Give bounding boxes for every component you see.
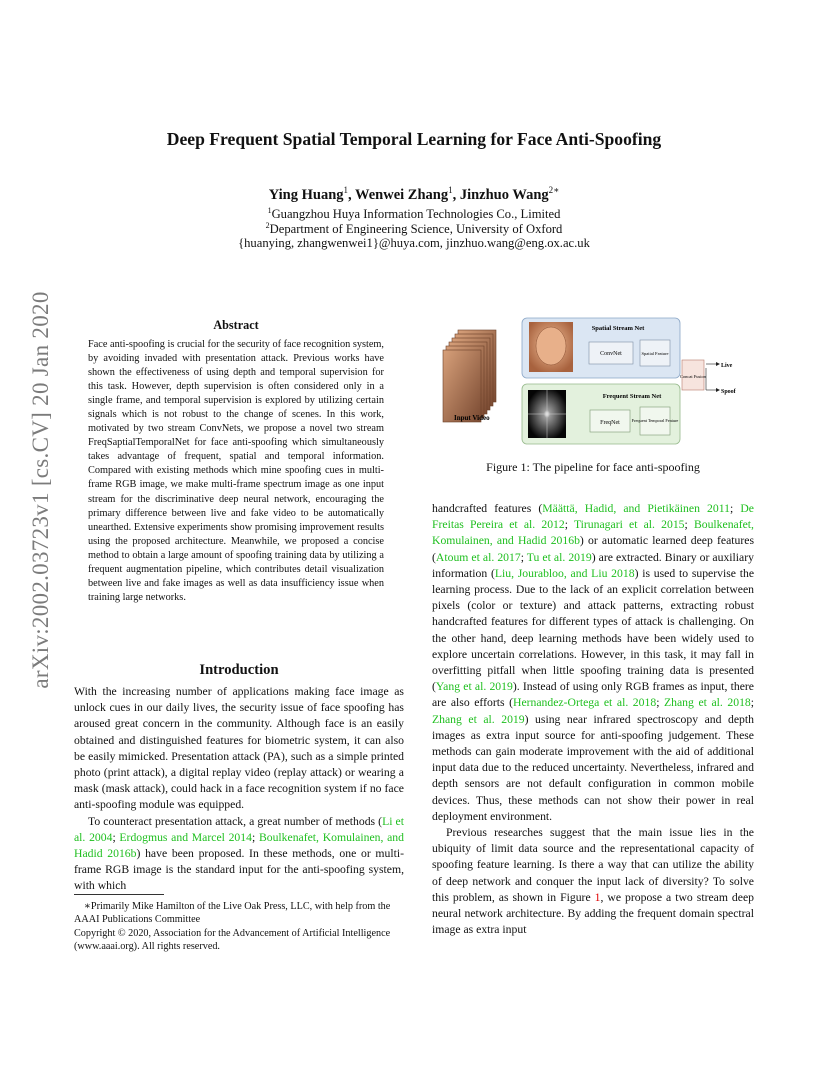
figure-caption: Figure 1: The pipeline for face anti-spoofing <box>486 460 700 474</box>
author-name: Ying Huang <box>268 186 344 203</box>
introduction-heading: Introduction <box>199 662 279 678</box>
frequent-stream-title: Frequent Stream Net <box>602 393 662 400</box>
citation-link[interactable]: Tu et al. 2019 <box>526 550 592 564</box>
author-mark: 1 <box>448 185 453 195</box>
paper-title: Deep Frequent Spatial Temporal Learning for Face Anti-Spoofing <box>166 129 662 149</box>
text-run: ; <box>750 696 755 710</box>
text-run: ) or automatic learned deep features ( <box>432 534 754 564</box>
convnet-label: ConvNet <box>600 351 622 357</box>
text-run: ; <box>112 830 120 844</box>
citation-link[interactable]: Liu, Jourabloo, and Liu 2018 <box>494 566 635 580</box>
arxiv-stamp-text: arXiv:2002.03723v1 [cs.CV] 20 Jan 2020 <box>28 291 53 689</box>
footnote-copyright: Copyright © 2020, Association for the Advancement of Artificial Intelligence (www.aaai.org). All rights reserved. <box>74 927 391 953</box>
affiliation-text: Guangzhou Huya Information Technologies Co., Limited <box>271 207 561 222</box>
text-run: , we propose a two stream deep neural network architecture. By adding the frequent domain spectral image as extra input <box>432 890 754 937</box>
abstract-text: Face anti-spoofing is crucial for the security of face recognition system, by avoiding invaded with presentation attack. Previous works have shown the effectiveness of using depth and temporal supervision for this task. However, depth supervision is often considered only in a single frame, and temporal supervision is explored by utilizing certain signals which is not robust to the change of scenes. In this work, motivated by two stream ConvNets, we propose a novel two stream FreqSaptialTemporalNet for face anti-spoofing which simultaneously takes advantage of frequent, spatial and temporal information. Compared with existing methods which mine spoofing cues in multi-frame RGB image, we make multi-frame spectrum image as one input stream for the discriminative deep neural network, encouraging the primary difference between live and fake video to be automatically unearthed. Extensive experiments show promising improvement results using the proposed architecture. Meanwhile, we proposed a concise method to obtain a large amount of spoofing training data by utilizing a frequent augmentation pipeline, which contributes detail visualization between live and fake images as well as data insufficiency issue when training large networks. <box>88 339 384 603</box>
footnote-authors: ∗Primarily Mike Hamilton of the Live Oak Press, LLC, with help from the AAAI Publications Committee <box>74 901 391 926</box>
text-run: ) have been proposed. In these methods, one or multi-frame RGB image is the standard input for the anti-spoofing system, with which <box>74 847 404 893</box>
affiliation-2 <box>0 221 828 237</box>
output-live-label: Live <box>721 363 733 369</box>
arxiv-stamp <box>19 290 63 690</box>
text-run: ; <box>564 518 574 532</box>
citation-link[interactable]: Yang et al. 2019 <box>435 680 513 694</box>
abstract-heading: Abstract <box>213 318 259 332</box>
citation-link[interactable]: Määttä, Hadid, and Pietikäinen 2011 <box>542 502 730 515</box>
citation-link[interactable]: Tirunagari et al. 2015 <box>573 518 685 532</box>
text-run: Previous researches suggest that the main issue lies in the ubiquity of limit data source and the representational capacity of spoofing feature learning. Is there a way that can utilize the ability of deep network and conquer the input lack of diversity? To solve this problem, as shown in Figure <box>432 826 754 904</box>
citation-link[interactable]: Atoum et al. 2017 <box>435 550 521 564</box>
pipeline-figure <box>436 310 756 448</box>
footnote-rule <box>74 894 164 895</box>
figure-ref-link[interactable]: 1 <box>594 890 601 904</box>
affiliation-1 <box>0 206 828 222</box>
text-run: ) are extracted. Binary or auxiliary information ( <box>432 550 754 580</box>
author-mark: 2∗ <box>548 185 560 195</box>
text-run: handcrafted features ( <box>432 502 543 515</box>
intro-paragraph-1: With the increasing number of applications making face image as unlock cues in our daily lives, the security issue of face spoofing has aroused great concern in the community. Although face is an easily obtained and distinguished features for biometric system, it can also be easily mimicked. Presentation attack (PA), such as a simple printed photo (print attack), a digital replay video (replay attack) or wearing a mask (mask attack), could hack in a face recognition system if no face anti-spoofing module was equipped. <box>74 685 404 812</box>
text-run: ; <box>520 550 527 564</box>
affiliation-mark: 1 <box>267 206 272 215</box>
text-run: ) using near infrared spectroscopy and depth images as extra input source for anti-spoofing judgement. These methods can gain moderate improvement with the aid of additional input data due to the reduced uncertainty. Nevertheless, infrared and depth sensors are not default configuration in common mobile devices. Thus, these methods can not show their power in real deployment environment. <box>432 712 754 823</box>
affiliation-mark: 2 <box>265 221 270 230</box>
right-paragraph-2 <box>432 825 754 938</box>
text-run: ; <box>729 502 741 515</box>
freqnet-label: FreqNet <box>600 420 620 426</box>
author-mark: 1 <box>343 185 349 195</box>
spatial-feature-label: Spatial Feature <box>641 351 669 356</box>
text-run: ; <box>684 518 694 532</box>
author-emails: {huanying, zhangwenwei1}@huya.com, jinzhuo.wang@eng.ox.ac.uk <box>238 236 590 250</box>
citation-link[interactable]: Erdogmus and Marcel 2014 <box>119 830 252 844</box>
spatial-stream-title: Spatial Stream Net <box>591 325 645 332</box>
author-list: Ying Huang$^1$, Wenwei Zhang$^1$, Jinzhuo Wang$^{2∗}$ <box>268 185 560 203</box>
affiliation-text: Department of Engineering Science, University of Oxford <box>269 222 563 237</box>
output-spoof-label: Spoof <box>721 389 736 395</box>
citation-link[interactable]: Boulkenafet, Komulainen, and Hadid 2016b <box>74 830 404 861</box>
text-run: ; <box>656 696 665 710</box>
footnote <box>74 900 404 954</box>
input-frames <box>443 330 496 422</box>
citation-link[interactable]: Hernandez-Ortega et al. 2018 <box>513 696 657 710</box>
right-paragraph-1 <box>432 501 754 825</box>
left-column <box>74 684 404 895</box>
citation-link[interactable]: De Freitas Pereira et al. 2012 <box>432 502 754 532</box>
frequent-feature-label: Frequent Temporal Feature <box>631 418 679 423</box>
citation-link[interactable]: Li et al. 2004 <box>74 814 404 844</box>
text-run: ; <box>251 830 259 844</box>
citation-link[interactable]: Zhang et al. 2018 <box>664 696 751 710</box>
right-column <box>432 501 754 938</box>
text-run: ). Instead of using only RGB frames as input, there are also efforts ( <box>432 680 754 710</box>
intro-paragraph-2 <box>74 814 404 895</box>
author-name: Wenwei Zhang <box>355 186 449 203</box>
text-run: ) is used to supervise the learning process. Due to the lack of an explicit correlation between pixels (color or texture) and attack patterns, extracting robust handcrafted features for different types of attack is challenging. On the other hand, deep learning methods have been widely used to explore uncertain correlations. However, in this task, it may fall in overfitting pitfall when little spoofing training data is presented ( <box>432 566 755 694</box>
citation-link[interactable]: Zhang et al. 2019 <box>432 712 525 726</box>
author-name: Jinzhuo Wang <box>459 186 549 203</box>
concat-fusion-label: Concat Fusion <box>679 374 707 379</box>
figure-input-label: Input Video <box>454 414 490 422</box>
citation-link[interactable]: Boulkenafet, Komulainen, and Hadid 2016b <box>432 518 754 548</box>
text-run: To counteract presentation attack, a great number of methods ( <box>88 814 383 828</box>
